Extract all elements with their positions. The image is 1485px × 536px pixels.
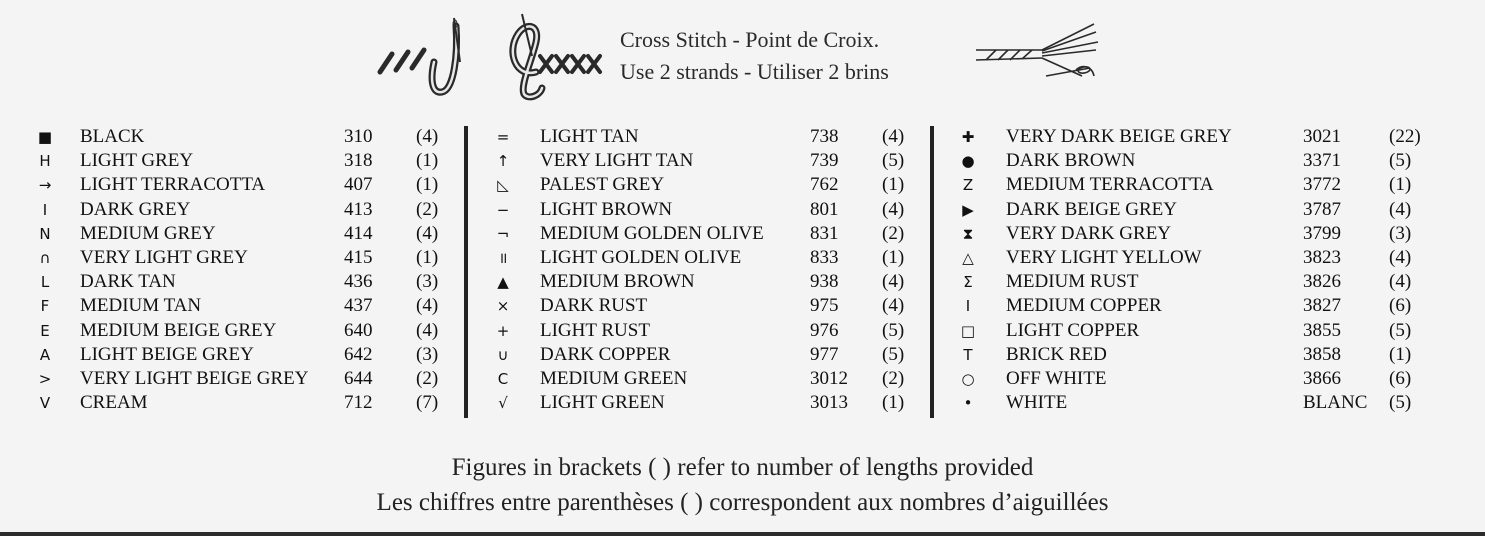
length-count: (6) — [1389, 367, 1412, 389]
stitch-symbol-icon: E — [40, 321, 50, 340]
color-name: LIGHT RUST — [540, 319, 650, 341]
stitch-symbol-icon: I — [965, 297, 971, 316]
length-count: (2) — [416, 367, 439, 389]
color-name: LIGHT BEIGE GREY — [80, 343, 254, 365]
thread-code: 3012 — [810, 367, 848, 389]
length-count: (4) — [1389, 198, 1412, 220]
strands-needle-illustration-icon — [972, 20, 1102, 84]
column-divider — [930, 126, 934, 418]
color-name: MEDIUM BEIGE GREY — [80, 319, 277, 341]
length-count: (4) — [882, 126, 905, 147]
thread-code: 3772 — [1303, 174, 1341, 196]
color-name: LIGHT TERRACOTTA — [80, 174, 266, 196]
length-count: (5) — [1389, 150, 1412, 172]
footer-note-english: Figures in brackets ( ) refer to number of lengths provided — [451, 454, 1034, 481]
length-count: (4) — [882, 295, 905, 317]
color-name: DARK GREY — [80, 198, 191, 220]
instruction-line-2: Use 2 strands - Utiliser 2 brins — [620, 59, 889, 84]
stitch-symbol-icon: ∩ — [39, 248, 51, 267]
color-name: CREAM — [80, 392, 148, 414]
color-name: MEDIUM BROWN — [540, 271, 695, 293]
length-count: (5) — [882, 319, 905, 341]
stitch-symbol-icon: ॥ — [498, 248, 508, 267]
color-name: VERY LIGHT GREY — [80, 246, 248, 268]
length-count: (4) — [882, 271, 905, 293]
color-name: LIGHT COPPER — [1006, 319, 1140, 341]
color-name: WHITE — [1006, 392, 1068, 414]
half-stitch-illustration-icon — [372, 14, 492, 102]
stitch-symbol-icon: ∪ — [497, 345, 509, 364]
instruction-line-1: Cross Stitch - Point de Croix. — [620, 27, 880, 52]
color-name: VERY DARK BEIGE GREY — [1006, 126, 1232, 147]
thread-code: 801 — [810, 198, 839, 220]
color-name: LIGHT GREY — [80, 150, 194, 172]
color-name: DARK COPPER — [540, 343, 671, 365]
thread-code: 739 — [810, 150, 839, 172]
length-count: (2) — [882, 222, 905, 244]
stitch-symbol-icon: N — [39, 224, 51, 243]
thread-code: 3013 — [810, 392, 848, 414]
stitch-symbol-icon: □ — [960, 321, 976, 340]
stitch-symbol-icon: ■ — [37, 128, 53, 146]
thread-code: 3021 — [1303, 126, 1341, 147]
color-name: MEDIUM RUST — [1006, 271, 1139, 293]
length-count: (1) — [416, 246, 439, 268]
stitch-instructions — [620, 24, 889, 88]
length-count: (4) — [416, 295, 439, 317]
color-name: PALEST GREY — [540, 174, 665, 196]
color-name: DARK BROWN — [1006, 150, 1136, 172]
thread-code: 738 — [810, 126, 839, 147]
color-name: DARK RUST — [540, 295, 648, 317]
thread-code: 640 — [344, 319, 373, 341]
thread-code: 3866 — [1303, 367, 1341, 389]
thread-code: 415 — [344, 246, 373, 268]
color-name: LIGHT GOLDEN OLIVE — [540, 246, 742, 268]
thread-code: 642 — [344, 343, 373, 365]
length-count: (3) — [416, 271, 439, 293]
thread-code: 407 — [344, 174, 373, 196]
color-name: DARK TAN — [80, 271, 176, 293]
thread-code: 3855 — [1303, 319, 1341, 341]
length-count: (5) — [882, 150, 905, 172]
color-name: LIGHT BROWN — [540, 198, 673, 220]
color-name: BLACK — [80, 126, 145, 147]
color-name: MEDIUM TAN — [80, 295, 202, 317]
thread-code: 413 — [344, 198, 373, 220]
stitch-symbol-icon: A — [39, 345, 51, 364]
thread-code: 436 — [344, 271, 373, 293]
column-divider — [464, 126, 468, 418]
footer-note-french: Les chiffres entre parenthèses ( ) correspondent aux nombres d’aiguillées — [376, 489, 1109, 516]
thread-code: 833 — [810, 246, 839, 268]
stitch-symbol-icon: V — [39, 394, 51, 413]
stitch-symbol-icon: − — [496, 200, 510, 219]
stitch-symbol-icon: + — [496, 321, 510, 340]
length-count: (2) — [882, 367, 905, 389]
thread-code: 3823 — [1303, 246, 1341, 268]
stitch-symbol-icon: ✚ — [961, 128, 975, 146]
length-count: (3) — [1389, 222, 1412, 244]
length-count: (4) — [1389, 271, 1412, 293]
stitch-symbol-icon: L — [40, 273, 50, 292]
length-count: (1) — [882, 392, 905, 414]
stitch-symbol-icon: • — [963, 394, 973, 413]
thread-code: 318 — [344, 150, 373, 172]
stitch-symbol-icon: ○ — [961, 369, 975, 388]
thread-code: 3787 — [1303, 198, 1341, 220]
stitch-symbol-icon: ● — [961, 152, 975, 171]
color-name: BRICK RED — [1006, 343, 1107, 365]
stitch-symbol-icon: Σ — [963, 273, 973, 292]
thread-code: 3371 — [1303, 150, 1341, 172]
thread-code: 437 — [344, 295, 373, 317]
stitch-symbol-icon: → — [38, 176, 52, 195]
color-name: VERY DARK GREY — [1006, 222, 1172, 244]
thread-code: 414 — [344, 222, 373, 244]
length-count: (1) — [416, 174, 439, 196]
thread-code: 975 — [810, 295, 839, 317]
thread-code: 831 — [810, 222, 839, 244]
bottom-border — [0, 532, 1485, 536]
color-name: VERY LIGHT TAN — [540, 150, 694, 172]
stitch-symbol-icon: × — [496, 297, 510, 316]
length-count: (1) — [1389, 343, 1412, 365]
thread-code: BLANC — [1303, 392, 1368, 414]
stitch-symbol-icon: I — [42, 200, 48, 219]
length-count: (2) — [416, 198, 439, 220]
stitch-symbol-icon: √ — [498, 394, 508, 413]
color-name: OFF WHITE — [1006, 367, 1107, 389]
thread-code: 977 — [810, 343, 839, 365]
thread-code: 938 — [810, 271, 839, 293]
thread-code: 3827 — [1303, 295, 1341, 317]
cross-stitch-illustration-icon — [496, 12, 608, 104]
thread-code: 3826 — [1303, 271, 1341, 293]
stitch-symbol-icon: ⧗ — [962, 224, 974, 243]
length-count: (6) — [1389, 295, 1412, 317]
stitch-symbol-icon: ¬ — [496, 224, 510, 243]
stitch-symbol-icon: ▲ — [497, 273, 509, 292]
color-name: MEDIUM TERRACOTTA — [1006, 174, 1214, 196]
color-name: VERY LIGHT BEIGE GREY — [80, 367, 309, 389]
stitch-symbol-icon: ◺ — [497, 176, 509, 195]
color-name: MEDIUM GOLDEN OLIVE — [540, 222, 764, 244]
stitch-symbol-icon: ↑ — [496, 152, 510, 171]
stitch-symbol-icon: = — [496, 128, 510, 146]
length-count: (4) — [416, 319, 439, 341]
length-count: (4) — [1389, 246, 1412, 268]
thread-code: 712 — [344, 392, 373, 414]
stitch-symbol-icon: C — [497, 369, 509, 388]
length-count: (22) — [1389, 126, 1421, 147]
thread-code: 644 — [344, 367, 373, 389]
length-count: (4) — [416, 222, 439, 244]
color-name: MEDIUM COPPER — [1006, 295, 1162, 317]
length-count: (4) — [416, 126, 439, 147]
color-name: LIGHT TAN — [540, 126, 639, 147]
thread-code: 976 — [810, 319, 839, 341]
stitch-symbol-icon: Z — [962, 176, 974, 195]
color-name: MEDIUM GREY — [80, 222, 216, 244]
length-count: (7) — [416, 392, 439, 414]
thread-code: 3799 — [1303, 222, 1341, 244]
length-count: (1) — [416, 150, 439, 172]
length-count: (5) — [882, 343, 905, 365]
color-name: MEDIUM GREEN — [540, 367, 688, 389]
length-count: (4) — [882, 198, 905, 220]
color-name: VERY LIGHT YELLOW — [1006, 246, 1202, 268]
length-count: (1) — [882, 246, 905, 268]
thread-code: 762 — [810, 174, 839, 196]
length-count: (5) — [1389, 319, 1412, 341]
stitch-symbol-icon: ▶ — [962, 200, 974, 219]
color-name: DARK BEIGE GREY — [1006, 198, 1177, 220]
length-count: (1) — [1389, 174, 1412, 196]
length-count: (1) — [882, 174, 905, 196]
length-count: (5) — [1389, 392, 1412, 414]
stitch-symbol-icon: △ — [962, 248, 974, 267]
stitch-symbol-icon: F — [40, 297, 50, 316]
thread-code: 3858 — [1303, 343, 1341, 365]
stitch-symbol-icon: H — [39, 152, 51, 171]
thread-code: 310 — [344, 126, 373, 147]
stitch-symbol-icon: T — [963, 345, 973, 364]
stitch-symbol-icon: > — [38, 369, 52, 388]
length-count: (3) — [416, 343, 439, 365]
color-name: LIGHT GREEN — [540, 392, 665, 414]
